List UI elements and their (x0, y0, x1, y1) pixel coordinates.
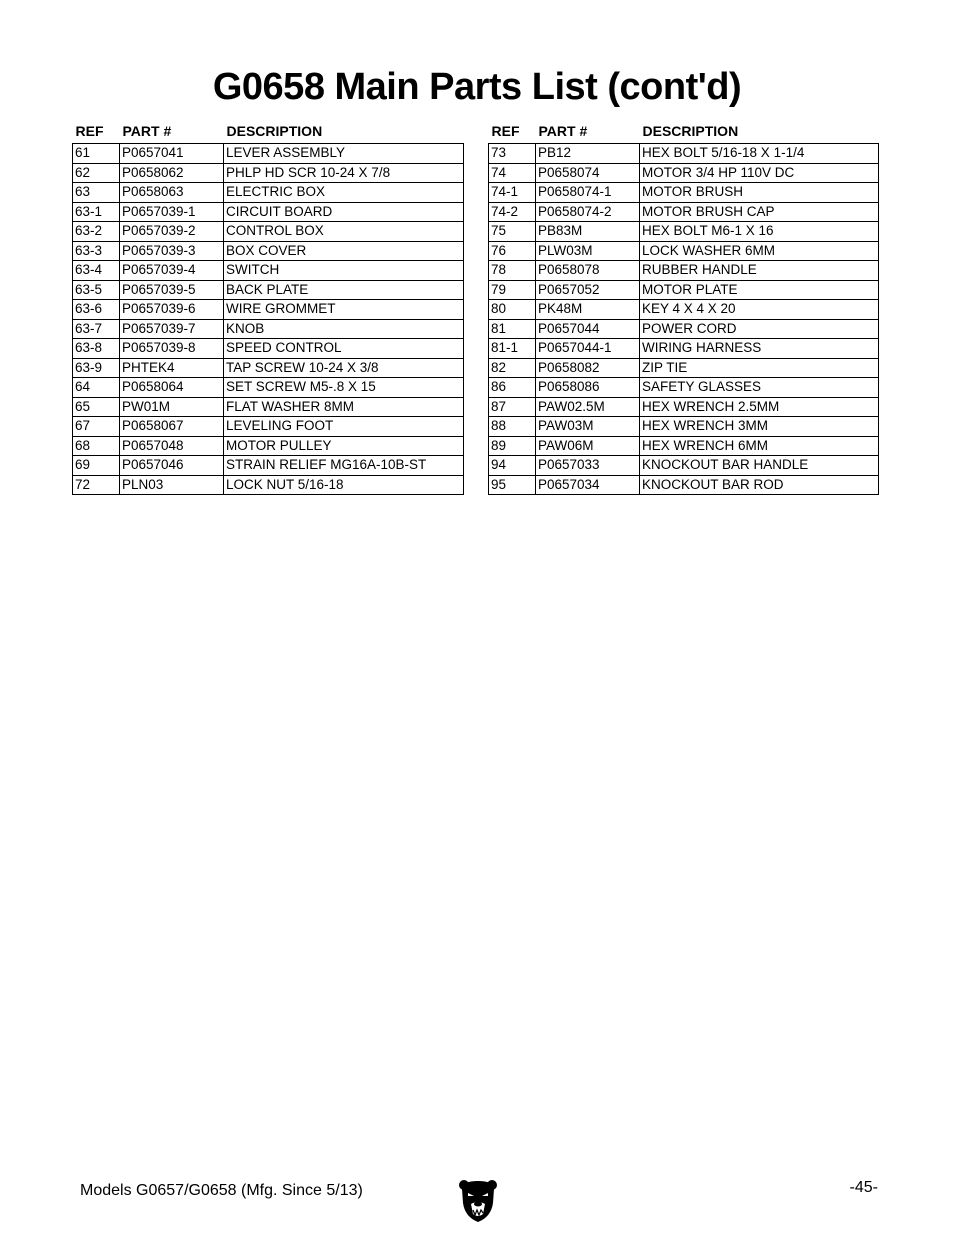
ref-cell: 63-5 (73, 280, 120, 300)
description-cell: ELECTRIC BOX (224, 183, 464, 203)
column-header-part: PART # (538, 123, 588, 139)
table-row (489, 339, 879, 359)
table-row (73, 183, 464, 203)
column-header-description: DESCRIPTION (226, 123, 323, 139)
description-cell: KEY 4 X 4 X 20 (640, 300, 879, 320)
description-cell: KNOCKOUT BAR HANDLE (640, 456, 879, 476)
column-header-ref: REF (75, 123, 104, 139)
table-row (489, 300, 879, 320)
description-cell: HEX BOLT 5/16-18 X 1-1/4 (640, 144, 879, 164)
description-cell: MOTOR BRUSH (640, 183, 879, 203)
table-row (489, 436, 879, 456)
ref-cell: 69 (73, 456, 120, 476)
table-row (489, 397, 879, 417)
part-number-cell: P0658078 (536, 261, 640, 281)
part-number-cell: P0657052 (536, 280, 640, 300)
part-number-cell: P0657033 (536, 456, 640, 476)
description-cell: TAP SCREW 10-24 X 3/8 (224, 358, 464, 378)
description-cell: FLAT WASHER 8MM (224, 397, 464, 417)
table-row (73, 456, 464, 476)
table-row (489, 144, 879, 164)
parts-table-right-body (489, 144, 879, 495)
description-cell: KNOCKOUT BAR ROD (640, 475, 879, 495)
ref-cell: 63-6 (73, 300, 120, 320)
description-cell: LEVELING FOOT (224, 417, 464, 437)
description-cell: ZIP TIE (640, 358, 879, 378)
description-cell: CONTROL BOX (224, 222, 464, 242)
ref-cell: 67 (73, 417, 120, 437)
table-row (489, 202, 879, 222)
bear-head-icon (458, 1177, 498, 1223)
ref-cell: 81-1 (489, 339, 536, 359)
table-row (73, 397, 464, 417)
table-row (489, 183, 879, 203)
part-number-cell: P0657039-8 (120, 339, 224, 359)
description-cell: HEX WRENCH 3MM (640, 417, 879, 437)
ref-cell: 87 (489, 397, 536, 417)
parts-table-left-body (73, 144, 464, 495)
ref-cell: 63-2 (73, 222, 120, 242)
table-header-row (73, 119, 464, 144)
ref-cell: 72 (73, 475, 120, 495)
part-number-cell: P0658086 (536, 378, 640, 398)
ref-cell: 74-2 (489, 202, 536, 222)
ref-cell: 65 (73, 397, 120, 417)
ref-cell: 95 (489, 475, 536, 495)
part-number-cell: P0658067 (120, 417, 224, 437)
ref-cell: 80 (489, 300, 536, 320)
ref-cell: 82 (489, 358, 536, 378)
description-cell: MOTOR 3/4 HP 110V DC (640, 163, 879, 183)
description-cell: HEX WRENCH 2.5MM (640, 397, 879, 417)
table-row (73, 202, 464, 222)
table-row (73, 300, 464, 320)
table-row (73, 280, 464, 300)
description-cell: HEX BOLT M6-1 X 16 (640, 222, 879, 242)
part-number-cell: PLN03 (120, 475, 224, 495)
description-cell: LEVER ASSEMBLY (224, 144, 464, 164)
table-row (489, 417, 879, 437)
part-number-cell: P0657039-5 (120, 280, 224, 300)
part-number-cell: PAW02.5M (536, 397, 640, 417)
description-cell: POWER CORD (640, 319, 879, 339)
ref-cell: 63-7 (73, 319, 120, 339)
table-row (73, 339, 464, 359)
part-number-cell: P0657048 (120, 436, 224, 456)
table-row (73, 241, 464, 261)
table-row (489, 475, 879, 495)
table-row (73, 261, 464, 281)
description-cell: BOX COVER (224, 241, 464, 261)
description-cell: SWITCH (224, 261, 464, 281)
description-cell: STRAIN RELIEF MG16A-10B-ST (224, 456, 464, 476)
part-number-cell: P0657044-1 (536, 339, 640, 359)
description-cell: MOTOR PULLEY (224, 436, 464, 456)
table-row (73, 417, 464, 437)
table-row (73, 475, 464, 495)
part-number-cell: PB83M (536, 222, 640, 242)
description-cell: WIRE GROMMET (224, 300, 464, 320)
ref-cell: 74 (489, 163, 536, 183)
ref-cell: 63-1 (73, 202, 120, 222)
table-row (489, 280, 879, 300)
table-row (489, 241, 879, 261)
description-cell: CIRCUIT BOARD (224, 202, 464, 222)
table-row (73, 436, 464, 456)
ref-cell: 63-4 (73, 261, 120, 281)
description-cell: MOTOR PLATE (640, 280, 879, 300)
ref-cell: 68 (73, 436, 120, 456)
parts-table-left (72, 119, 464, 495)
table-row (489, 261, 879, 281)
part-number-cell: P0657046 (120, 456, 224, 476)
table-row (489, 222, 879, 242)
description-cell: WIRING HARNESS (640, 339, 879, 359)
table-row (73, 319, 464, 339)
part-number-cell: P0658063 (120, 183, 224, 203)
ref-cell: 63 (73, 183, 120, 203)
table-row (73, 378, 464, 398)
column-header-description: DESCRIPTION (642, 123, 739, 139)
part-number-cell: PHTEK4 (120, 358, 224, 378)
ref-cell: 76 (489, 241, 536, 261)
description-cell: LOCK NUT 5/16-18 (224, 475, 464, 495)
column-header-ref: REF (491, 123, 520, 139)
part-number-cell: P0657041 (120, 144, 224, 164)
ref-cell: 88 (489, 417, 536, 437)
parts-table-right (488, 119, 879, 495)
ref-cell: 75 (489, 222, 536, 242)
ref-cell: 63-9 (73, 358, 120, 378)
table-row (73, 144, 464, 164)
part-number-cell: PB12 (536, 144, 640, 164)
table-row (73, 358, 464, 378)
ref-cell: 74-1 (489, 183, 536, 203)
description-cell: SPEED CONTROL (224, 339, 464, 359)
ref-cell: 81 (489, 319, 536, 339)
ref-cell: 94 (489, 456, 536, 476)
column-header-part: PART # (122, 123, 172, 139)
part-number-cell: P0657039-2 (120, 222, 224, 242)
part-number-cell: P0658074-1 (536, 183, 640, 203)
description-cell: SET SCREW M5-.8 X 15 (224, 378, 464, 398)
description-cell: SAFETY GLASSES (640, 378, 879, 398)
part-number-cell: P0658074 (536, 163, 640, 183)
ref-cell: 89 (489, 436, 536, 456)
description-cell: BACK PLATE (224, 280, 464, 300)
description-cell: PHLP HD SCR 10-24 X 7/8 (224, 163, 464, 183)
table-row (489, 358, 879, 378)
part-number-cell: P0658082 (536, 358, 640, 378)
part-number-cell: P0657034 (536, 475, 640, 495)
part-number-cell: PK48M (536, 300, 640, 320)
part-number-cell: P0657039-3 (120, 241, 224, 261)
table-row (73, 163, 464, 183)
part-number-cell: P0657039-7 (120, 319, 224, 339)
description-cell: KNOB (224, 319, 464, 339)
page-number: -45- (849, 1179, 878, 1196)
part-number-cell: P0657044 (536, 319, 640, 339)
part-number-cell: PLW03M (536, 241, 640, 261)
ref-cell: 64 (73, 378, 120, 398)
table-row (489, 163, 879, 183)
table-row (73, 222, 464, 242)
part-number-cell: P0657039-6 (120, 300, 224, 320)
table-row (489, 456, 879, 476)
description-cell: HEX WRENCH 6MM (640, 436, 879, 456)
description-cell: MOTOR BRUSH CAP (640, 202, 879, 222)
ref-cell: 61 (73, 144, 120, 164)
part-number-cell: P0657039-1 (120, 202, 224, 222)
description-cell: RUBBER HANDLE (640, 261, 879, 281)
part-number-cell: PAW06M (536, 436, 640, 456)
part-number-cell: P0658074-2 (536, 202, 640, 222)
ref-cell: 86 (489, 378, 536, 398)
ref-cell: 79 (489, 280, 536, 300)
part-number-cell: P0658062 (120, 163, 224, 183)
table-row (489, 319, 879, 339)
description-cell: LOCK WASHER 6MM (640, 241, 879, 261)
part-number-cell: PAW03M (536, 417, 640, 437)
ref-cell: 63-3 (73, 241, 120, 261)
part-number-cell: P0657039-4 (120, 261, 224, 281)
page-title: G0658 Main Parts List (cont'd) (212, 66, 742, 108)
table-header-row (489, 119, 879, 144)
ref-cell: 78 (489, 261, 536, 281)
part-number-cell: P0658064 (120, 378, 224, 398)
ref-cell: 73 (489, 144, 536, 164)
footer-models-text: Models G0657/G0658 (Mfg. Since 5/13) (80, 1182, 363, 1199)
table-row (489, 378, 879, 398)
part-number-cell: PW01M (120, 397, 224, 417)
ref-cell: 62 (73, 163, 120, 183)
ref-cell: 63-8 (73, 339, 120, 359)
